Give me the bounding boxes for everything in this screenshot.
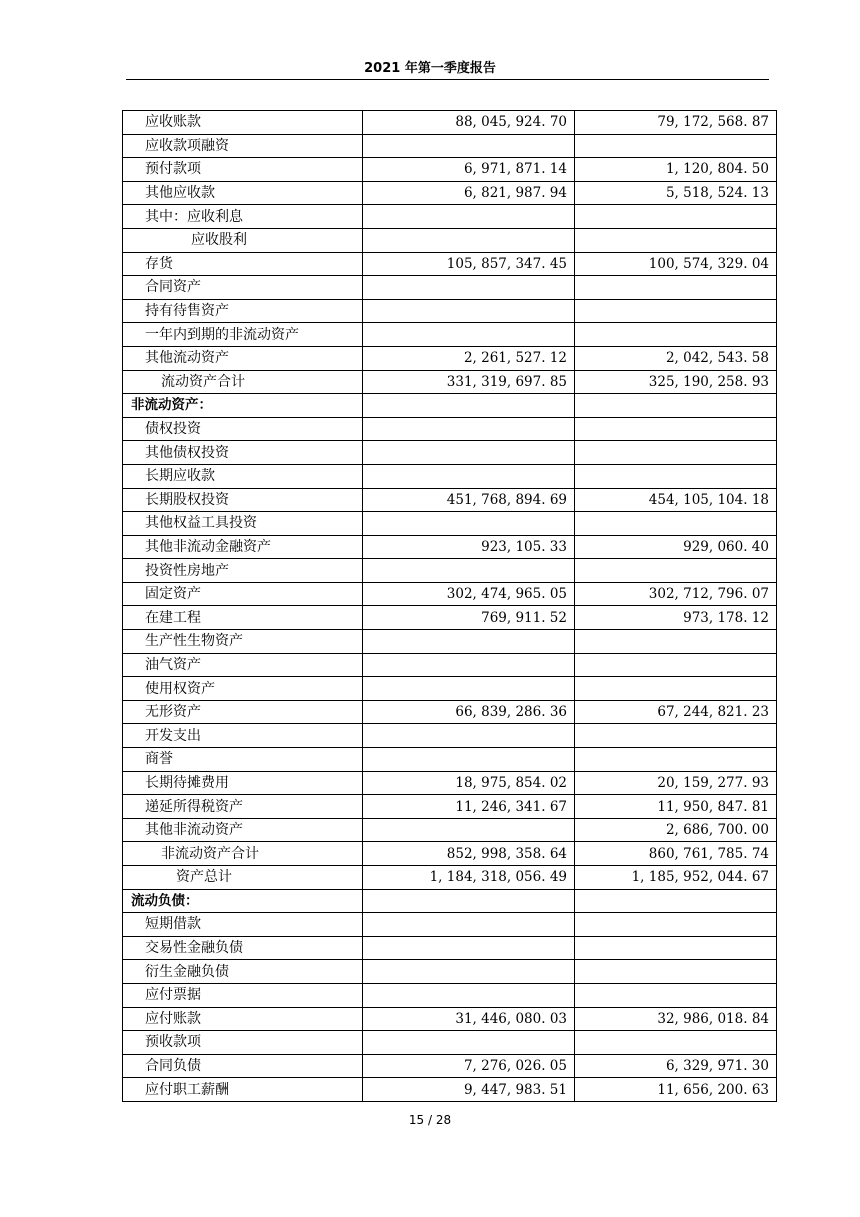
row-label: 非流动资产合计: [123, 842, 363, 866]
prior-period-value: [575, 228, 777, 252]
table-row: [123, 606, 777, 630]
report-title: 2021 年第一季度报告: [364, 61, 496, 76]
prior-period-value: [575, 913, 777, 937]
balance-sheet-body: [123, 111, 777, 1102]
table-row: [123, 181, 777, 205]
section-heading: 非流动资产：: [123, 394, 363, 418]
prior-period-value: [575, 512, 777, 536]
current-period-value: 11, 246, 341. 67: [363, 795, 575, 819]
row-label: 固定资产: [123, 582, 363, 606]
current-period-value: 6, 971, 871. 14: [363, 158, 575, 182]
table-row: [123, 370, 777, 394]
prior-period-value: [575, 205, 777, 229]
row-label: 预收款项: [123, 1031, 363, 1055]
current-period-value: 302, 474, 965. 05: [363, 582, 575, 606]
prior-period-value: 67, 244, 821. 23: [575, 700, 777, 724]
prior-period-value: [575, 323, 777, 347]
current-period-value: 31, 446, 080. 03: [363, 1007, 575, 1031]
prior-period-value: 454, 105, 104. 18: [575, 488, 777, 512]
row-label: 短期借款: [123, 913, 363, 937]
table-row: [123, 936, 777, 960]
row-label: 衍生金融负债: [123, 960, 363, 984]
prior-period-value: 325, 190, 258. 93: [575, 370, 777, 394]
table-row: [123, 1054, 777, 1078]
row-label: 生产性生物资产: [123, 630, 363, 654]
row-label: 投资性房地产: [123, 559, 363, 583]
current-period-value: [363, 276, 575, 300]
current-period-value: 769, 911. 52: [363, 606, 575, 630]
current-period-value: [363, 724, 575, 748]
current-period-value: 7, 276, 026. 05: [363, 1054, 575, 1078]
prior-period-value: [575, 936, 777, 960]
row-label: 资产总计: [123, 866, 363, 890]
row-label: 应收股利: [123, 228, 363, 252]
table-row: [123, 582, 777, 606]
table-row: [123, 913, 777, 937]
prior-period-value: 2, 042, 543. 58: [575, 346, 777, 370]
current-period-value: 852, 998, 358. 64: [363, 842, 575, 866]
current-period-value: [363, 960, 575, 984]
table-row: [123, 795, 777, 819]
row-label: 流动资产合计: [123, 370, 363, 394]
table-row: [123, 983, 777, 1007]
current-period-value: 923, 105. 33: [363, 535, 575, 559]
table-row: [123, 818, 777, 842]
current-period-value: [363, 441, 575, 465]
prior-period-value: [575, 653, 777, 677]
table-row: [123, 960, 777, 984]
current-period-value: [363, 630, 575, 654]
table-row: [123, 299, 777, 323]
table-row: [123, 346, 777, 370]
row-label: 其他债权投资: [123, 441, 363, 465]
table-row: [123, 1031, 777, 1055]
prior-period-value: [575, 464, 777, 488]
current-period-value: [363, 323, 575, 347]
prior-period-value: 973, 178. 12: [575, 606, 777, 630]
prior-period-value: 20, 159, 277. 93: [575, 771, 777, 795]
current-period-value: [363, 512, 575, 536]
row-label: 应收款项融资: [123, 134, 363, 158]
table-row: [123, 512, 777, 536]
row-label: 长期待摊费用: [123, 771, 363, 795]
table-row: [123, 1078, 777, 1102]
current-period-value: 451, 768, 894. 69: [363, 488, 575, 512]
row-label: 递延所得税资产: [123, 795, 363, 819]
current-period-value: [363, 205, 575, 229]
row-label: 应付票据: [123, 983, 363, 1007]
table-row: [123, 111, 777, 135]
row-label: 其他非流动资产: [123, 818, 363, 842]
row-label: 合同负债: [123, 1054, 363, 1078]
row-label: 存货: [123, 252, 363, 276]
current-period-value: 9, 447, 983. 51: [363, 1078, 575, 1102]
current-period-value: [363, 677, 575, 701]
row-label: 在建工程: [123, 606, 363, 630]
balance-sheet-table: [122, 110, 777, 1102]
prior-period-value: 32, 986, 018. 84: [575, 1007, 777, 1031]
prior-period-value: [575, 417, 777, 441]
row-label: 开发支出: [123, 724, 363, 748]
prior-period-value: 1, 185, 952, 044. 67: [575, 866, 777, 890]
table-row: [123, 441, 777, 465]
table-row: [123, 700, 777, 724]
row-label: 其他流动资产: [123, 346, 363, 370]
prior-period-value: 302, 712, 796. 07: [575, 582, 777, 606]
row-label: 持有待售资产: [123, 299, 363, 323]
table-row: [123, 1007, 777, 1031]
current-period-value: 66, 839, 286. 36: [363, 700, 575, 724]
current-period-value: [363, 748, 575, 772]
row-label: 其他权益工具投资: [123, 512, 363, 536]
table-row: [123, 866, 777, 890]
prior-period-value: [575, 960, 777, 984]
current-period-value: [363, 983, 575, 1007]
row-label: 长期应收款: [123, 464, 363, 488]
row-label: 其中：应收利息: [123, 205, 363, 229]
current-period-value: 105, 857, 347. 45: [363, 252, 575, 276]
prior-period-value: 6, 329, 971. 30: [575, 1054, 777, 1078]
table-row: [123, 394, 777, 418]
prior-period-value: 79, 172, 568. 87: [575, 111, 777, 135]
current-period-value: 88, 045, 924. 70: [363, 111, 575, 135]
row-label: 长期股权投资: [123, 488, 363, 512]
table-row: [123, 464, 777, 488]
page-number: 15 / 28: [408, 1113, 452, 1127]
prior-period-value: 860, 761, 785. 74: [575, 842, 777, 866]
prior-period-value: 1, 120, 804. 50: [575, 158, 777, 182]
table-row: [123, 677, 777, 701]
prior-period-value: [575, 394, 777, 418]
current-period-value: 18, 975, 854. 02: [363, 771, 575, 795]
prior-period-value: 929, 060. 40: [575, 535, 777, 559]
table-row: [123, 488, 777, 512]
row-label: 应收账款: [123, 111, 363, 135]
header-divider: [126, 79, 769, 80]
prior-period-value: 100, 574, 329. 04: [575, 252, 777, 276]
current-period-value: [363, 653, 575, 677]
current-period-value: [363, 889, 575, 913]
row-label: 应付职工薪酬: [123, 1078, 363, 1102]
prior-period-value: [575, 441, 777, 465]
current-period-value: [363, 134, 575, 158]
table-row: [123, 653, 777, 677]
prior-period-value: [575, 983, 777, 1007]
prior-period-value: 11, 656, 200. 63: [575, 1078, 777, 1102]
row-label: 商誉: [123, 748, 363, 772]
current-period-value: [363, 559, 575, 583]
table-row: [123, 771, 777, 795]
table-row: [123, 228, 777, 252]
prior-period-value: 2, 686, 700. 00: [575, 818, 777, 842]
row-label: 无形资产: [123, 700, 363, 724]
prior-period-value: [575, 630, 777, 654]
table-row: [123, 158, 777, 182]
current-period-value: [363, 417, 575, 441]
current-period-value: 6, 821, 987. 94: [363, 181, 575, 205]
current-period-value: [363, 936, 575, 960]
prior-period-value: 5, 518, 524. 13: [575, 181, 777, 205]
current-period-value: [363, 228, 575, 252]
row-label: 交易性金融负债: [123, 936, 363, 960]
prior-period-value: [575, 889, 777, 913]
row-label: 合同资产: [123, 276, 363, 300]
prior-period-value: [575, 134, 777, 158]
current-period-value: 2, 261, 527. 12: [363, 346, 575, 370]
prior-period-value: [575, 276, 777, 300]
row-label: 一年内到期的非流动资产: [123, 323, 363, 347]
table-row: [123, 724, 777, 748]
table-row: [123, 205, 777, 229]
current-period-value: [363, 818, 575, 842]
current-period-value: [363, 394, 575, 418]
row-label: 应付账款: [123, 1007, 363, 1031]
table-row: [123, 630, 777, 654]
current-period-value: [363, 299, 575, 323]
table-row: [123, 417, 777, 441]
row-label: 其他应收款: [123, 181, 363, 205]
table-row: [123, 323, 777, 347]
current-period-value: [363, 1031, 575, 1055]
current-period-value: 331, 319, 697. 85: [363, 370, 575, 394]
table-row: [123, 889, 777, 913]
current-period-value: [363, 464, 575, 488]
row-label: 使用权资产: [123, 677, 363, 701]
prior-period-value: [575, 559, 777, 583]
row-label: 预付款项: [123, 158, 363, 182]
table-row: [123, 252, 777, 276]
section-heading: 流动负债：: [123, 889, 363, 913]
table-row: [123, 842, 777, 866]
prior-period-value: [575, 299, 777, 323]
table-row: [123, 748, 777, 772]
prior-period-value: [575, 724, 777, 748]
prior-period-value: [575, 677, 777, 701]
current-period-value: [363, 913, 575, 937]
row-label: 油气资产: [123, 653, 363, 677]
row-label: 债权投资: [123, 417, 363, 441]
table-row: [123, 535, 777, 559]
prior-period-value: [575, 1031, 777, 1055]
table-row: [123, 559, 777, 583]
current-period-value: 1, 184, 318, 056. 49: [363, 866, 575, 890]
row-label: 其他非流动金融资产: [123, 535, 363, 559]
prior-period-value: [575, 748, 777, 772]
table-row: [123, 276, 777, 300]
table-row: [123, 134, 777, 158]
prior-period-value: 11, 950, 847. 81: [575, 795, 777, 819]
